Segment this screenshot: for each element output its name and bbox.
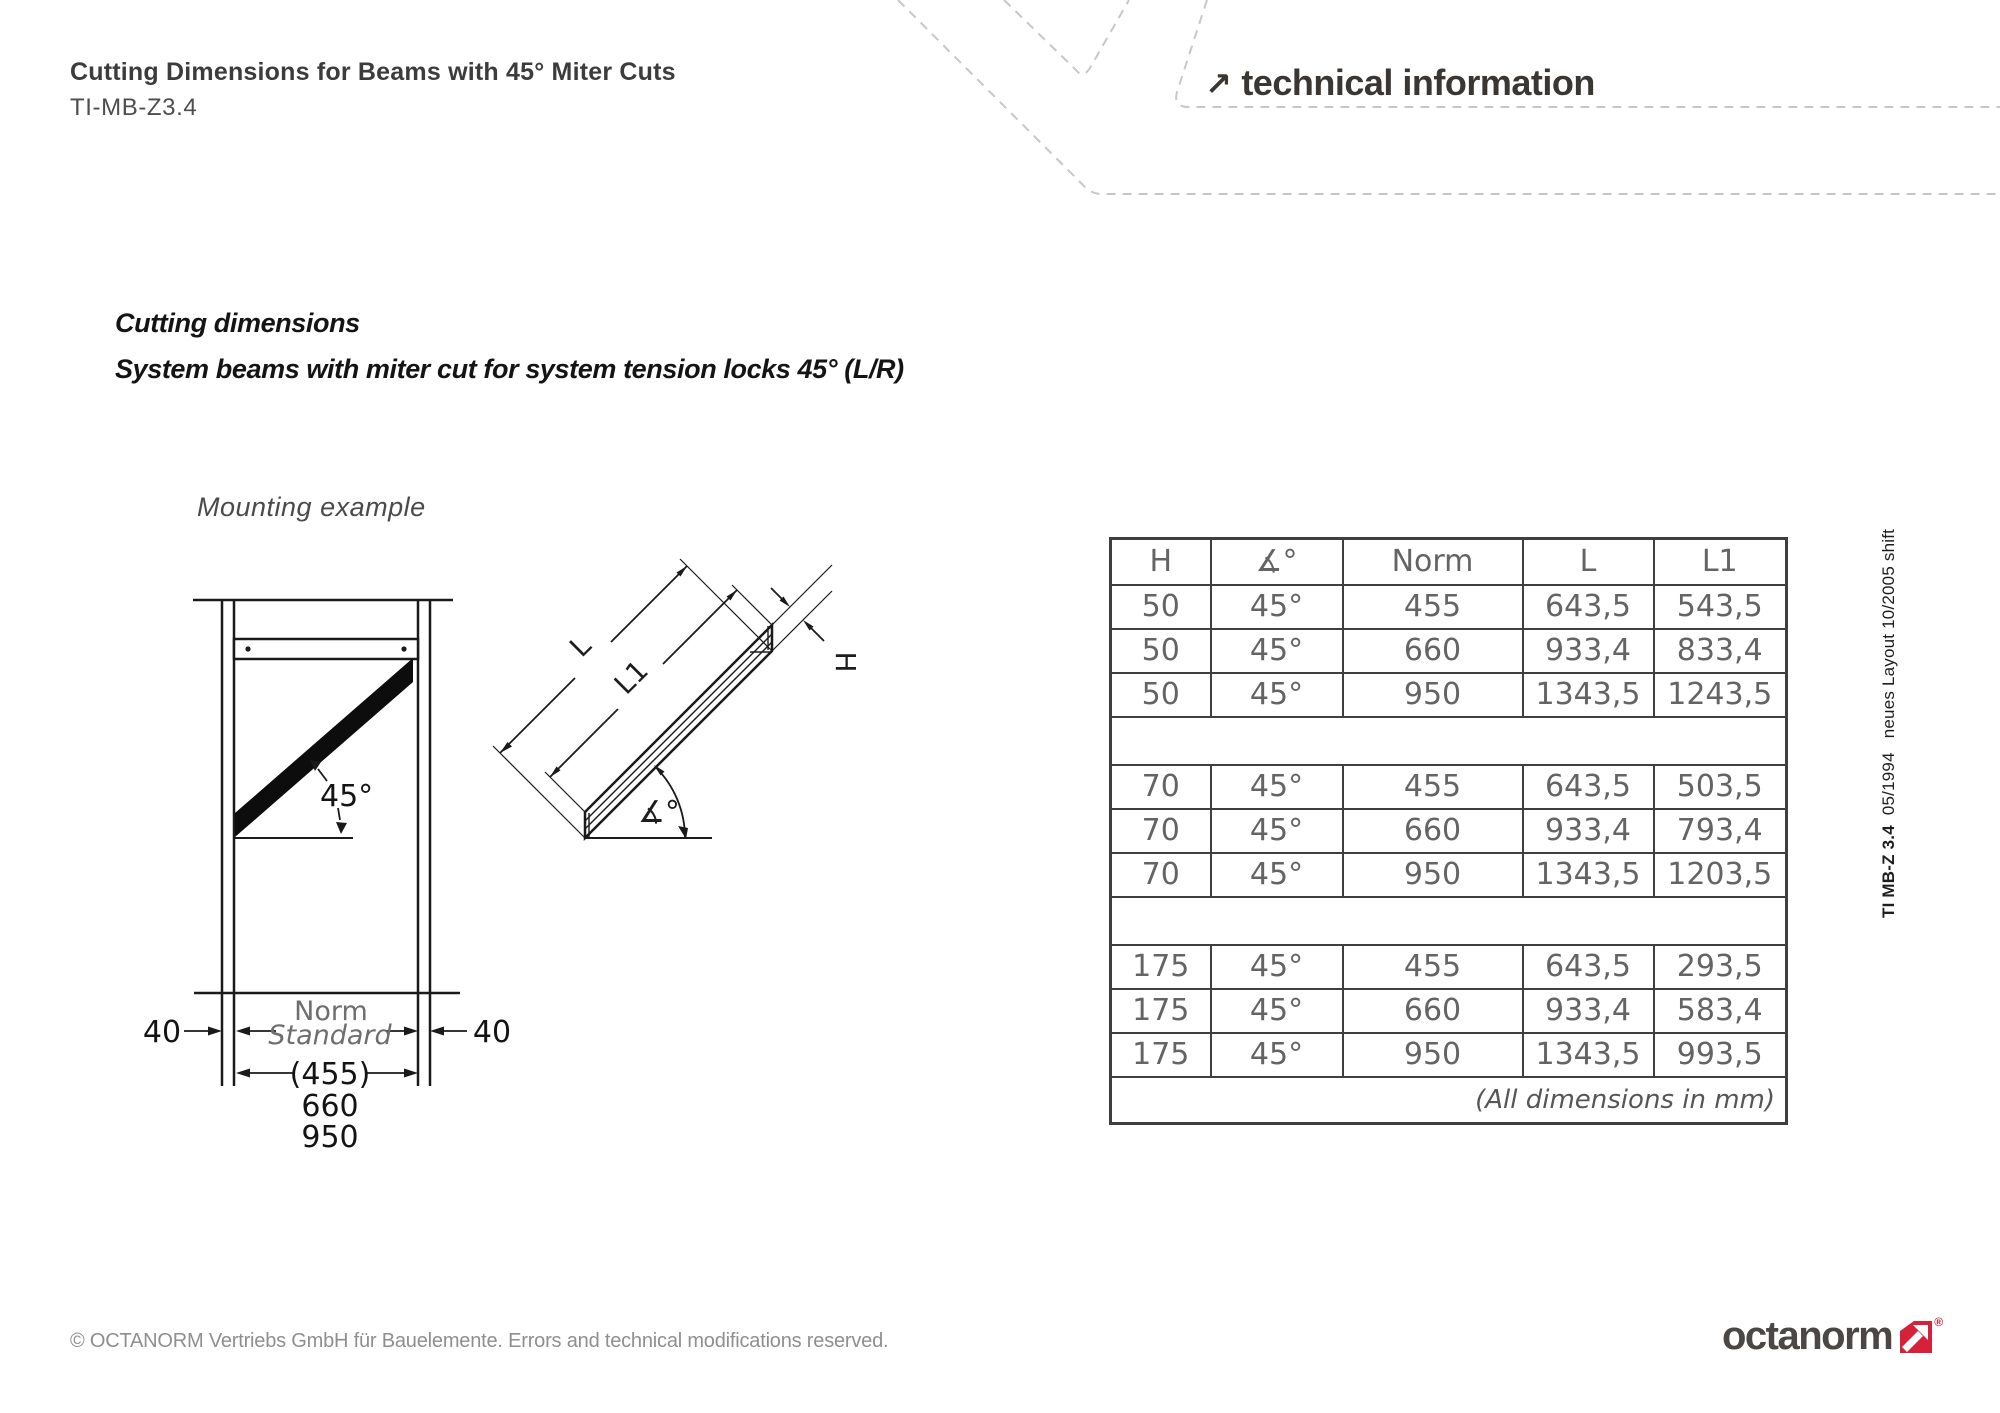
- cell: 45°: [1211, 809, 1343, 853]
- registered-trademark: ®: [1934, 1315, 1944, 1329]
- offset-40-left-label: 40: [142, 1015, 182, 1050]
- cell: 543,5: [1654, 585, 1787, 629]
- cell: 993,5: [1654, 1033, 1787, 1077]
- technical-information-header: [1205, 62, 1595, 104]
- col-header-H: H: [1111, 539, 1211, 586]
- dim-455-label: (455): [289, 1057, 371, 1092]
- cell: 175: [1111, 989, 1211, 1033]
- revision-code: TI MB-Z 3.4: [1879, 825, 1898, 918]
- offset-40-right-label: 40: [472, 1015, 512, 1050]
- cell: 793,4: [1654, 809, 1787, 853]
- table-row: [1111, 585, 1787, 629]
- cell: 1243,5: [1654, 673, 1787, 717]
- cell: 933,4: [1523, 629, 1654, 673]
- standard-label: Standard: [268, 1020, 392, 1051]
- length-L-label: L: [563, 629, 598, 664]
- table-row: [1111, 853, 1787, 897]
- cell: 1343,5: [1523, 1033, 1654, 1077]
- cell: 45°: [1211, 585, 1343, 629]
- mounting-example-caption: Mounting example: [197, 492, 426, 522]
- table-header-row: [1111, 539, 1787, 586]
- cell: 455: [1343, 585, 1523, 629]
- cell: 643,5: [1523, 765, 1654, 809]
- octanorm-logo: [1722, 1316, 1943, 1358]
- document-code: TI-MB-Z3.4: [70, 94, 198, 121]
- cell: 660: [1343, 809, 1523, 853]
- table-row: [1111, 629, 1787, 673]
- table-row: [1111, 809, 1787, 853]
- revision-date: 05/1994: [1879, 752, 1898, 816]
- cell: 45°: [1211, 989, 1343, 1033]
- cell: 1203,5: [1654, 853, 1787, 897]
- table-note-row: [1111, 1077, 1787, 1124]
- cutting-dimensions-table: [1109, 537, 1788, 1125]
- cell: 70: [1111, 765, 1211, 809]
- cell: 455: [1343, 945, 1523, 989]
- cell: 833,4: [1654, 629, 1787, 673]
- cell: 933,4: [1523, 989, 1654, 1033]
- cell: 643,5: [1523, 945, 1654, 989]
- table-row: [1111, 989, 1787, 1033]
- technical-drawing: [0, 0, 900, 1200]
- cell: 455: [1343, 765, 1523, 809]
- cell: 503,5: [1654, 765, 1787, 809]
- angle-45-label: 45°: [320, 779, 374, 814]
- table-row: [1111, 945, 1787, 989]
- cell: 45°: [1211, 765, 1343, 809]
- cell: 950: [1343, 673, 1523, 717]
- cell: 1343,5: [1523, 853, 1654, 897]
- cell: 45°: [1211, 945, 1343, 989]
- subtitle-line-2: System beams with miter cut for system tension locks 45° (L/R): [115, 354, 904, 384]
- dim-950-label: 950: [301, 1120, 359, 1155]
- cell: 175: [1111, 945, 1211, 989]
- table-spacer-row: [1111, 897, 1787, 945]
- table-row: [1111, 1033, 1787, 1077]
- norm-label: Norm: [294, 996, 368, 1027]
- length-L1-label: L1: [607, 653, 655, 701]
- table-row: [1111, 673, 1787, 717]
- cell: 50: [1111, 673, 1211, 717]
- technical-information-label: technical information: [1241, 62, 1595, 103]
- revision-text: neues Layout 10/2005 shift: [1879, 528, 1898, 739]
- all-dimensions-note: (All dimensions in mm): [1111, 1077, 1787, 1124]
- cell: 175: [1111, 1033, 1211, 1077]
- cell: 70: [1111, 809, 1211, 853]
- octanorm-wordmark: octanorm: [1722, 1314, 1893, 1358]
- cell: 45°: [1211, 629, 1343, 673]
- col-header-angle: ∡°: [1211, 539, 1343, 586]
- measured-angle-symbol: ∡°: [638, 795, 680, 830]
- table-row: [1111, 765, 1787, 809]
- cell: 950: [1343, 1033, 1523, 1077]
- dim-660-label: 660: [301, 1089, 359, 1124]
- page-title: Cutting Dimensions for Beams with 45° Miter Cuts: [70, 58, 676, 86]
- col-header-L: L: [1523, 539, 1654, 586]
- copyright-notice: © OCTANORM Vertriebs GmbH für Bauelemente. Errors and technical modifications reserved.: [70, 1330, 889, 1352]
- cell: 643,5: [1523, 585, 1654, 629]
- cell: 50: [1111, 585, 1211, 629]
- cell: 293,5: [1654, 945, 1787, 989]
- cell: 660: [1343, 629, 1523, 673]
- cell: 1343,5: [1523, 673, 1654, 717]
- table-spacer-row: [1111, 717, 1787, 765]
- cell: 660: [1343, 989, 1523, 1033]
- cell: 45°: [1211, 853, 1343, 897]
- revision-side-note: [1879, 528, 1899, 918]
- cell: 933,4: [1523, 809, 1654, 853]
- height-H-label: H: [829, 651, 862, 673]
- octanorm-arrow-mark-icon: [1900, 1321, 1932, 1358]
- cell: 45°: [1211, 673, 1343, 717]
- cell: 45°: [1211, 1033, 1343, 1077]
- cell: 50: [1111, 629, 1211, 673]
- cell: 950: [1343, 853, 1523, 897]
- col-header-L1: L1: [1654, 539, 1787, 586]
- cell: 70: [1111, 853, 1211, 897]
- cell: 583,4: [1654, 989, 1787, 1033]
- north-east-arrow-icon: ↗: [1205, 65, 1232, 103]
- col-header-norm: Norm: [1343, 539, 1523, 586]
- subtitle-line-1: Cutting dimensions: [115, 308, 360, 338]
